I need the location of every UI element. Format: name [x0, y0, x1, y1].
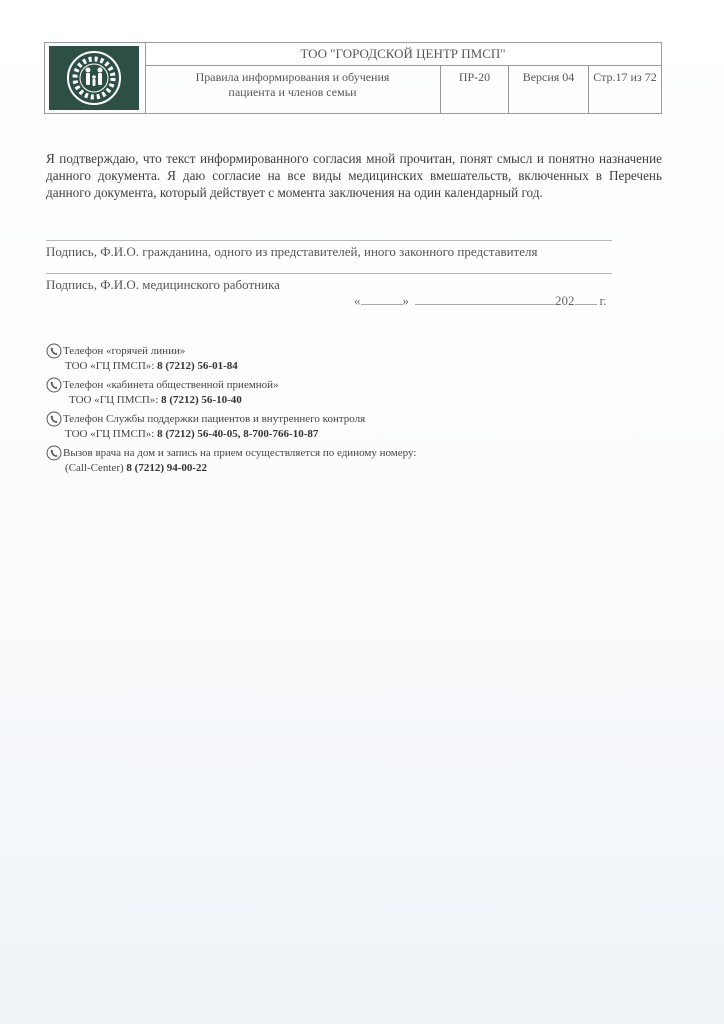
contact-hotline: [46, 344, 416, 374]
signature-caption-medic: Подпись, Ф.И.О. медицинского работника: [46, 277, 280, 292]
document-code: ПР-20: [441, 65, 509, 113]
family-emblem-icon: [49, 46, 139, 110]
consent-paragraph: Я подтверждаю, что текст информированного согласия мной прочитан, понят смысл и понятно назначение данного документа. Я даю согласие на все виды медицинских вмешательств, включенных в Перечень данного документа, который действует с момента заключения на один календарный год.: [46, 151, 662, 200]
date-year-blank: [575, 292, 597, 305]
date-year-suffix: г.: [599, 293, 607, 308]
phone-number: 8 (7212) 56-10-40: [161, 394, 242, 406]
date-year: 202: [555, 293, 575, 308]
date-field: [354, 292, 607, 309]
phone-number: 8 (7212) 56-01-84: [157, 360, 238, 372]
document-title-line2: пациента и членов семьи: [228, 85, 357, 99]
contact-call-center: [46, 446, 416, 476]
organization-name: ТОО "ГОРОДСКОЙ ЦЕНТР ПМСП": [145, 43, 661, 66]
page-number: Стр.17 из 72: [593, 70, 657, 84]
contact-label: Телефон «кабинета общественной приемной»: [63, 379, 279, 391]
contact-label: Телефон «горячей линии»: [63, 345, 186, 357]
document-header: [44, 42, 662, 114]
signature-line-citizen: [46, 240, 612, 241]
contact-number: ТОО «ГЦ ПМСП»: 8 (7212) 56-10-40: [69, 394, 242, 406]
signature-caption-citizen: Подпись, Ф.И.О. гражданина, одного из представителей, иного законного представителя: [46, 244, 538, 259]
contact-number: (Call-Center) 8 (7212) 94-00-22: [65, 462, 208, 474]
date-close-quote: »: [402, 293, 409, 308]
contact-number: ТОО «ГЦ ПМСП»: 8 (7212) 56-40-05, 8-700-766-10-87: [65, 428, 319, 440]
phone-number: 8 (7212) 94-00-22: [126, 462, 208, 474]
document-title-line1: Правила информирования и обучения: [195, 70, 390, 84]
phone-icon: [46, 411, 62, 427]
document-version: Версия 04: [509, 65, 589, 113]
document-title: [145, 65, 441, 113]
contact-label: Вызов врача на дом и запись на прием осуществляется по единому номеру:: [63, 447, 417, 459]
organization-logo: [49, 46, 139, 110]
phone-icon: [46, 343, 62, 359]
contact-support: [46, 412, 416, 442]
contact-reception: [46, 378, 416, 408]
phone-icon: [46, 377, 62, 393]
date-day-blank: [361, 292, 403, 305]
date-open-quote: «: [354, 293, 361, 308]
signature-line-medic: [46, 273, 612, 274]
phone-icon: [46, 445, 62, 461]
contact-number: ТОО «ГЦ ПМСП»: 8 (7212) 56-01-84: [65, 360, 238, 372]
logo-cell: [45, 43, 146, 113]
phone-number: 8 (7212) 56-40-05, 8-700-766-10-87: [157, 428, 319, 440]
contacts-list: [46, 344, 416, 480]
contact-label: Телефон Службы поддержки пациентов и внутреннего контроля: [63, 413, 366, 425]
date-month-blank: [415, 292, 555, 305]
